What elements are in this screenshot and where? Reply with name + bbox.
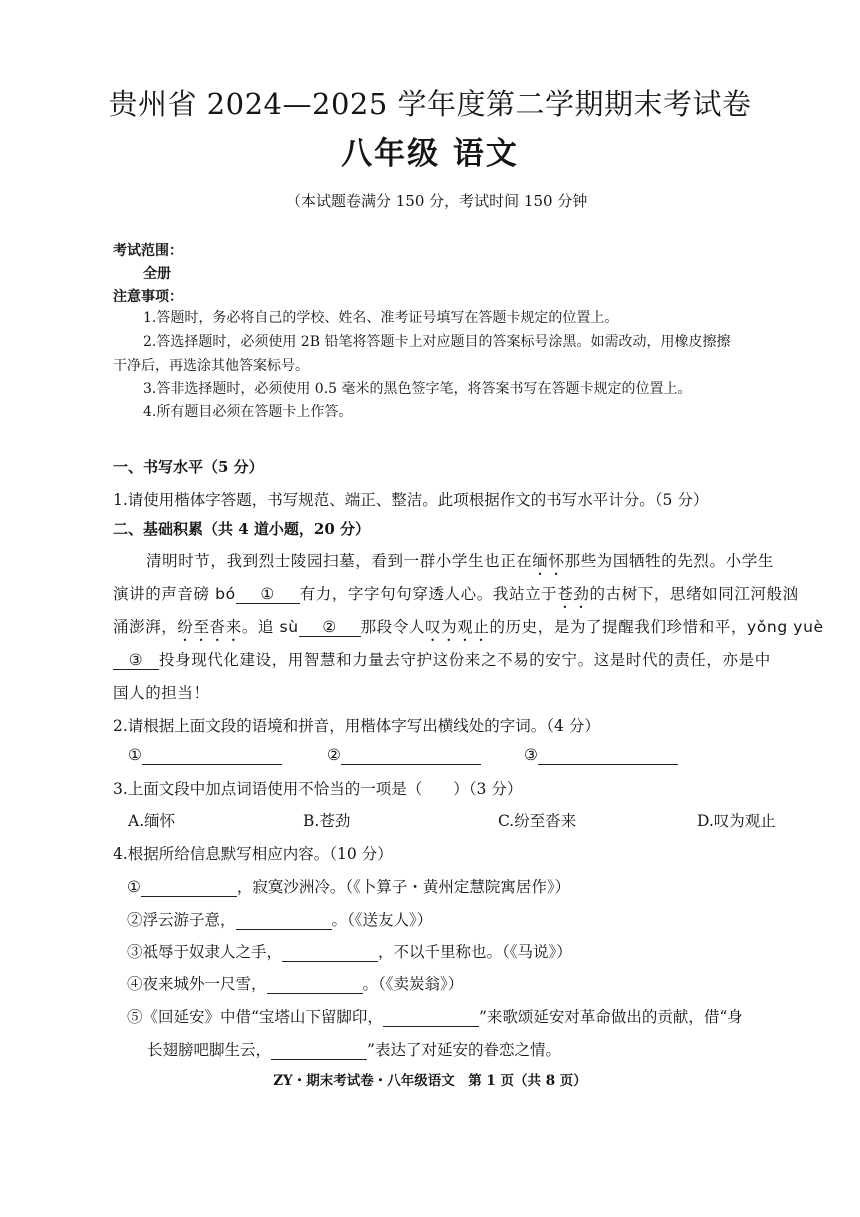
q3-option-c: C.纷至沓来 bbox=[498, 812, 577, 830]
notices-label: 注意事项： bbox=[113, 289, 183, 305]
notice-item-2: 2.答选择题时，必须使用 2B 铅笔将答题卡上对应题目的答案标号涂黑。如需改动，用橡皮擦擦 bbox=[143, 334, 731, 350]
dotted-word-mianhuai: 缅怀 bbox=[532, 552, 565, 570]
q2-blank-2: ② bbox=[327, 746, 481, 765]
passage-line-1: 清明时节，我到烈士陵园扫墓，看到一群小学生也正在缅怀那些为国牺牲的先烈。小学生 bbox=[146, 552, 774, 570]
passage-line-5: 国人的担当！ bbox=[113, 684, 210, 702]
page-footer: ZY・期末考试卷・八年级语文 第 1 页（共 8 页） bbox=[273, 1073, 587, 1089]
dotted-word-fenzhi: 纷至沓来 bbox=[177, 618, 242, 636]
q3-option-a: A.缅怀 bbox=[128, 812, 176, 830]
q4-item-2: ②浮云游子意， 。（《送友人》） bbox=[127, 911, 433, 929]
question-3: 3.上面文段中加点词语使用不恰当的一项是（ ）（3 分） bbox=[113, 780, 523, 798]
blank-3: ③ bbox=[113, 651, 159, 670]
q4-item-3: ③祗辱于奴隶人之手， ，不以千里称也。（《马说》） bbox=[127, 943, 572, 961]
passage-line-4: ③ 投身现代化建设，用智慧和力量去守护这份来之不易的安宁。这是时代的责任，亦是中 bbox=[113, 648, 771, 670]
scope-value: 全册 bbox=[143, 266, 171, 282]
q3-option-b: B.苍劲 bbox=[303, 812, 351, 830]
section-2-heading: 二、基础积累（共 4 道小题，20 分） bbox=[113, 520, 370, 538]
passage-line-3: 涌澎湃，纷至沓来。追 sù ② 那段令人叹为观止的历史，是为了提醒我们珍惜和平，yǒng yuè bbox=[113, 618, 824, 636]
notice-item-1: 1.答题时，务必将自己的学校、姓名、准考证号填写在答题卡规定的位置上。 bbox=[143, 310, 619, 326]
question-1: 1.请使用楷体字答题，书写规范、端正、整洁。此项根据作文的书写水平计分。（5 分） bbox=[113, 491, 709, 509]
q4-item-4: ④夜来城外一尺雪， 。（《卖炭翁》） bbox=[127, 975, 464, 993]
exam-subtitle: 八年级 语文 bbox=[341, 136, 519, 172]
q2-blank-1: ① bbox=[128, 746, 282, 765]
exam-title: 贵州省 2024—2025 学年度第二学期期末考试卷 bbox=[108, 87, 752, 121]
q4-item-1: ① ，寂寞沙洲冷。（《卜算子・黄州定慧院寓居作》） bbox=[127, 878, 571, 896]
section-1-heading: 一、书写水平（5 分） bbox=[113, 458, 264, 476]
dotted-word-tanwei: 叹为观止 bbox=[425, 618, 490, 636]
exam-score-note: （本试题卷满分 150 分，考试时间 150 分钟 bbox=[286, 192, 588, 210]
notice-item-3: 3.答非选择题时，必须使用 0.5 毫米的黑色签字笔，将答案书写在答题卡规定的位置上。 bbox=[143, 381, 692, 397]
blank-2: ② bbox=[299, 618, 361, 637]
dotted-word-cangjin: 苍劲 bbox=[557, 585, 590, 603]
q2-blank-3: ③ bbox=[524, 746, 678, 765]
notice-item-2-cont: 干净后，再选涂其他答案标号。 bbox=[113, 358, 309, 374]
q4-item-5-cont: 长翅膀吧脚生云， ”表达了对延安的眷恋之情。 bbox=[147, 1041, 561, 1059]
notice-item-4: 4.所有题目必须在答题卡上作答。 bbox=[143, 404, 353, 420]
q3-option-d: D.叹为观止 bbox=[697, 812, 776, 830]
scope-label: 考试范围： bbox=[113, 243, 183, 259]
blank-1: ① bbox=[236, 585, 300, 604]
question-2: 2.请根据上面文段的语境和拼音，用楷体字写出横线处的字词。（4 分） bbox=[113, 717, 600, 735]
question-4: 4.根据所给信息默写相应内容。（10 分） bbox=[113, 845, 393, 863]
q4-item-5: ⑤《回延安》中借“宝塔山下留脚印， ”来歌颂延安对革命做出的贡献，借“身 bbox=[127, 1008, 743, 1026]
passage-line-2: 演讲的声音磅 bó ① 有力，字字句句穿透人心。我站立于苍劲的古树下，思绪如同江河般汹 bbox=[113, 585, 799, 603]
